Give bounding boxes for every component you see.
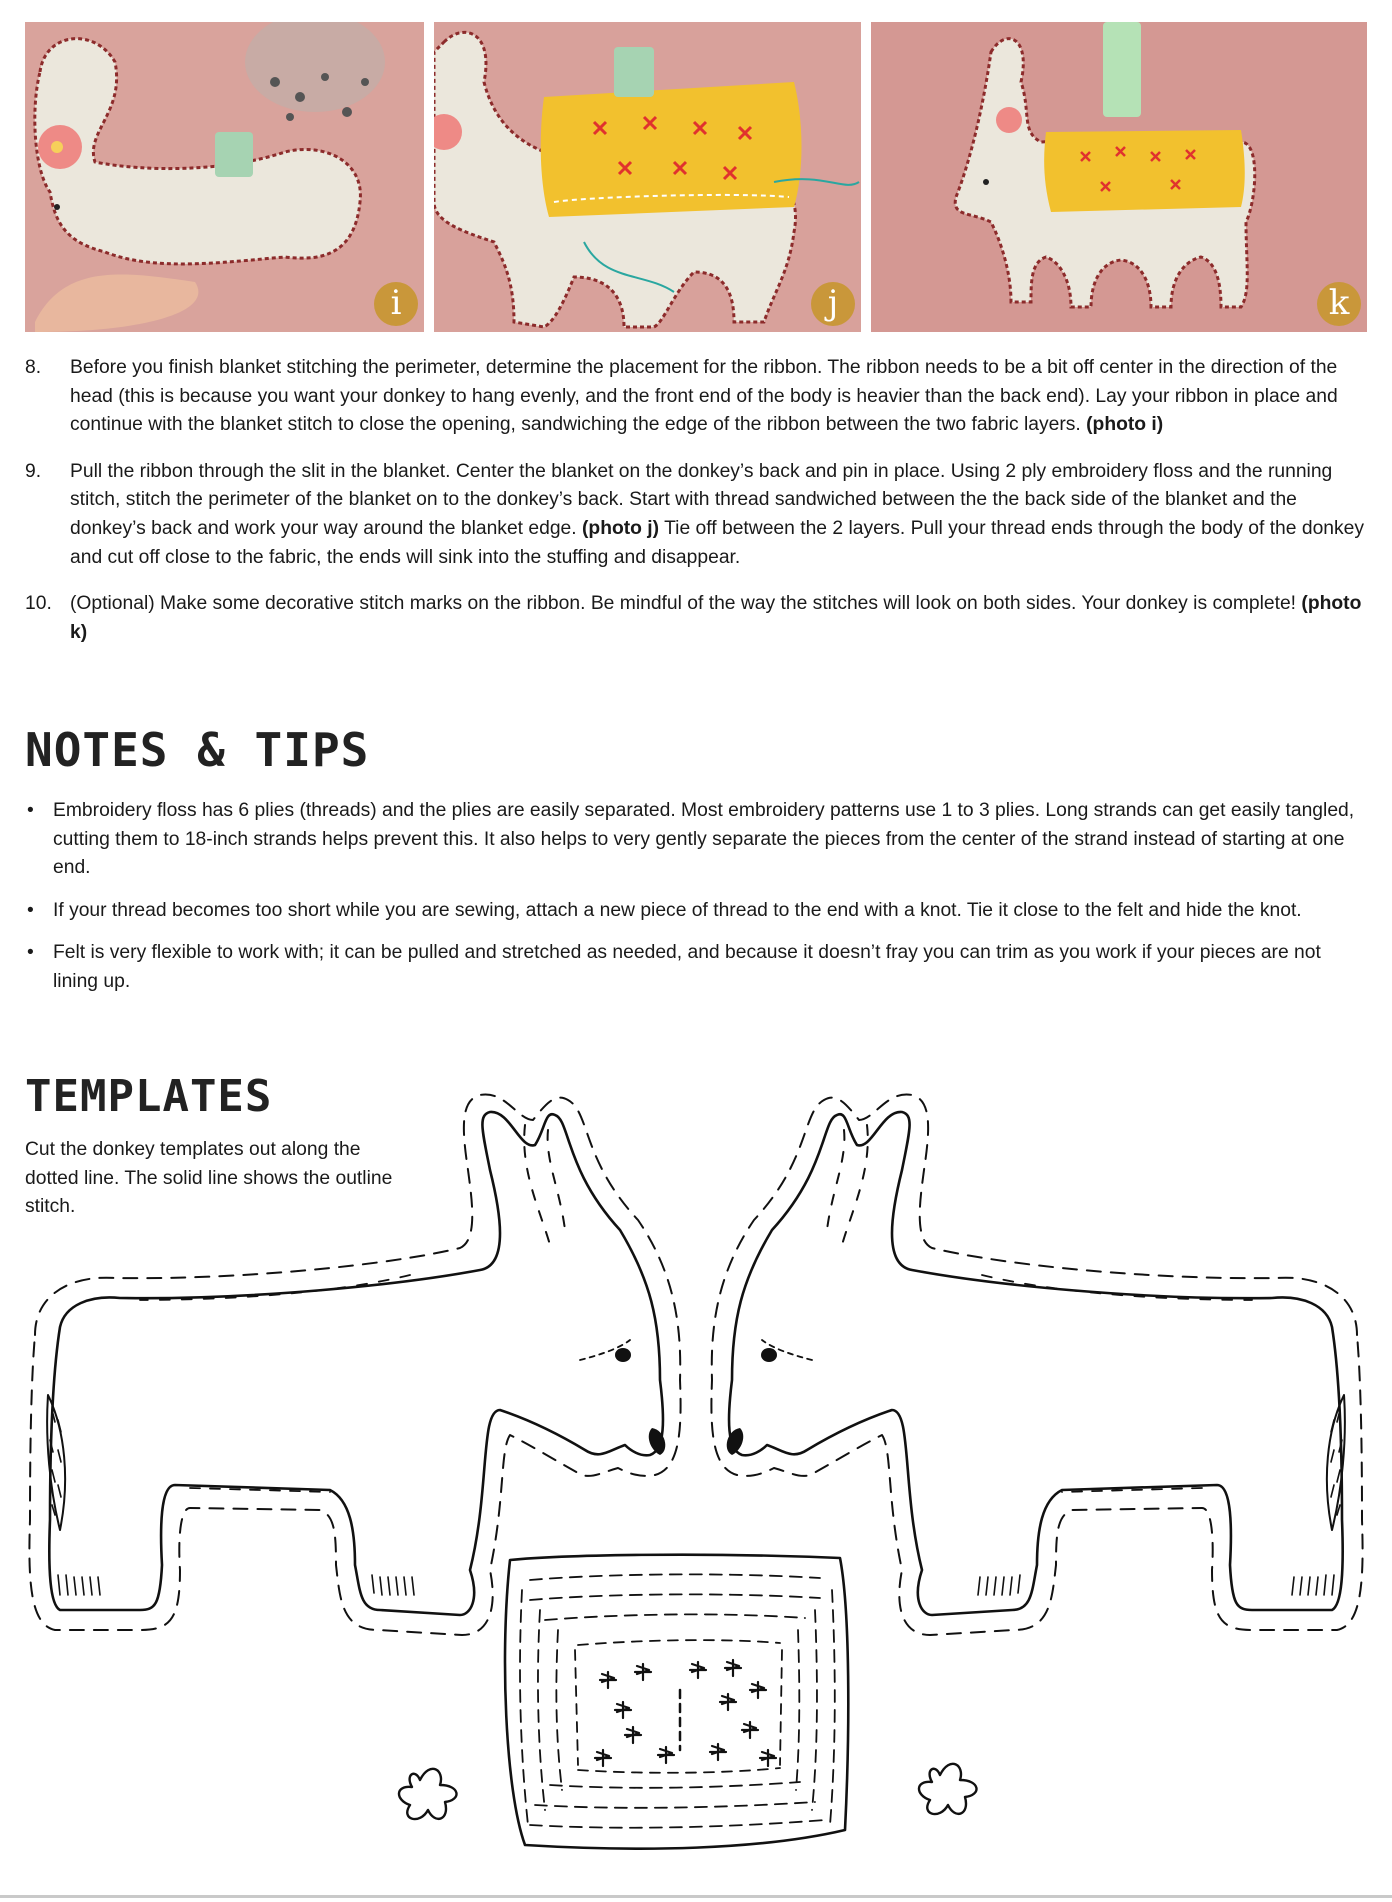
left-donkey-template	[29, 1094, 680, 1635]
step-text-after: Tie off between the 2 layers. Pull your thread ends through the body of the donkey and cut off close to the fabric, the ends will sink into the stuffing and disappear.	[70, 517, 1365, 568]
step-number: 8.	[25, 357, 42, 378]
donkey-templates-illustration	[0, 1090, 1392, 1870]
photo-reference: (photo k)	[70, 593, 1362, 643]
tips-list	[25, 797, 1367, 1011]
tip-item: • Embroidery floss has 6 plies (threads) and the plies are easily separated. Most embroidery patterns use 1 to 3 plies. Long strands can get easily tangled, cutting them to 18-inch strands helps prevent this. It also helps to very gently separate the pieces from the center of the strand instead of starting at one end.	[25, 797, 1367, 883]
instruction-steps	[25, 354, 1367, 665]
right-flower-template	[919, 1764, 977, 1814]
step-number: 9.	[25, 460, 42, 482]
photo-reference: (photo i)	[1086, 414, 1164, 436]
step-text: Before you finish blanket stitching the perimeter, determine the placement for the ribbon. The ribbon needs to be a bit off center in the direction of the head (this is because you want your donkey to hang evenly, and the front end of the body is heavier than the back end). Lay your ribbon in place and continue with the blanket stitch to close the opening, sandwiching the edge of the ribbon between the two fabric layers.	[70, 357, 1338, 436]
left-flower-template	[399, 1769, 457, 1819]
photo-i-image	[25, 22, 424, 332]
templates-description: Cut the donkey templates out along the dotted line. The solid line shows the outline stitch.	[25, 1139, 393, 1218]
photo-strip	[25, 22, 1367, 332]
templates-heading: TEMPLATES	[25, 1071, 273, 1122]
photo-j	[434, 22, 861, 332]
page-bottom-rule	[0, 1895, 1392, 1898]
right-donkey-template	[711, 1094, 1362, 1635]
photo-badge: j	[811, 282, 855, 326]
photo-k	[871, 22, 1367, 332]
step-9	[25, 458, 1367, 572]
photo-reference: (photo j)	[582, 517, 660, 539]
notes-heading: NOTES & TIPS	[25, 723, 370, 777]
photo-badge: i	[374, 282, 418, 326]
step-text: Pull the ribbon through the slit in the blanket. Center the blanket on the donkey’s back and pin in place. Using 2 ply embroidery floss and the running stitch, stitch the perimeter of the blanket on to the donkey’s back. Start with thread sandwiched between the the back side of the blanket and the donkey’s back and work your way around the blanket edge.	[70, 460, 1333, 539]
photo-k-image	[871, 22, 1367, 332]
step-10	[25, 590, 1367, 647]
step-8	[25, 354, 1367, 440]
step-number: 10.	[25, 593, 52, 615]
photo-j-image	[434, 22, 861, 332]
step-text: (Optional) Make some decorative stitch marks on the ribbon. Be mindful of the way the stitches will look on both sides. Your donkey is complete!	[70, 593, 1297, 615]
tip-item: • Felt is very flexible to work with; it can be pulled and stretched as needed, and because it doesn’t fray you can trim as you work if your pieces are not lining up.	[25, 939, 1367, 996]
photo-badge: k	[1317, 282, 1361, 326]
photo-i	[25, 22, 424, 332]
blanket-template	[505, 1555, 848, 1849]
tip-item: • If your thread becomes too short while you are sewing, attach a new piece of thread to the end with a knot. Tie it close to the felt and hide the knot.	[25, 897, 1367, 926]
